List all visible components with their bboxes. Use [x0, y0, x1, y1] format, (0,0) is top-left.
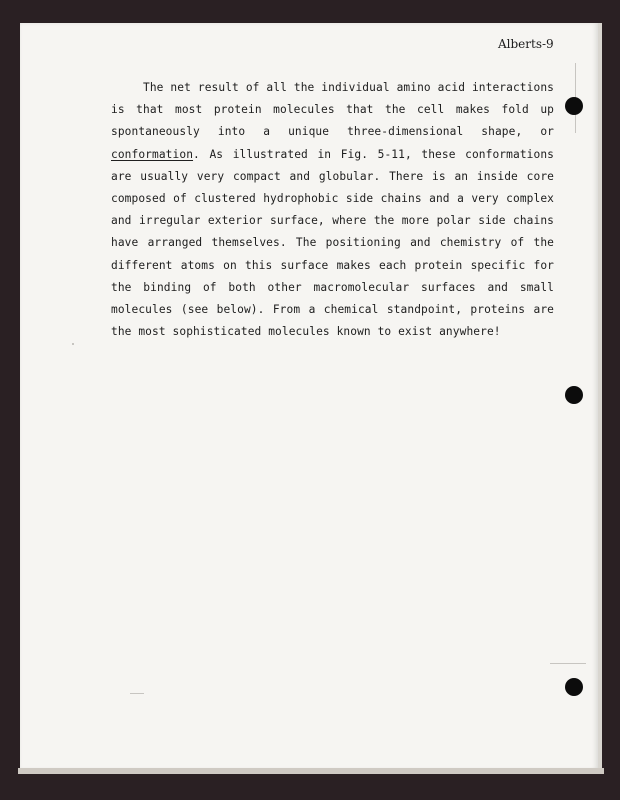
page-edge — [598, 23, 602, 773]
scan-speck — [550, 663, 586, 664]
paragraph-text-part-1: The net result of all the individual amino acid interactions is that most protein molecules that the cell makes fold up spontaneously into a unique three-dimensional shape, or — [111, 81, 554, 139]
punch-hole-bottom — [565, 678, 583, 696]
page-label: Alberts-9 — [498, 37, 554, 51]
paragraph-text-part-2: . As illustrated in Fig. 5-11, these conformations are usually very compact and globular. There is an inside core composed of clustered hydrophobic side chains and a very complex and irregular exterior surface, where the more polar side chains have arranged themselves. The positioning and chemistry of the different atoms on this surface makes each protein specific for the binding of both other macromolecular surfaces and small molecules (see below). From a chemical standpoint, proteins are the most sophisticated molecules known to exist anywhere! — [111, 147, 554, 339]
underlined-term-conformation: conformation — [111, 147, 194, 161]
page-bottom-edge — [18, 768, 604, 774]
scan-speck — [130, 693, 144, 694]
punch-hole-top — [565, 97, 583, 115]
document-page — [20, 23, 598, 771]
body-paragraph — [111, 77, 554, 343]
scan-speck — [72, 343, 74, 345]
punch-hole-middle — [565, 386, 583, 404]
